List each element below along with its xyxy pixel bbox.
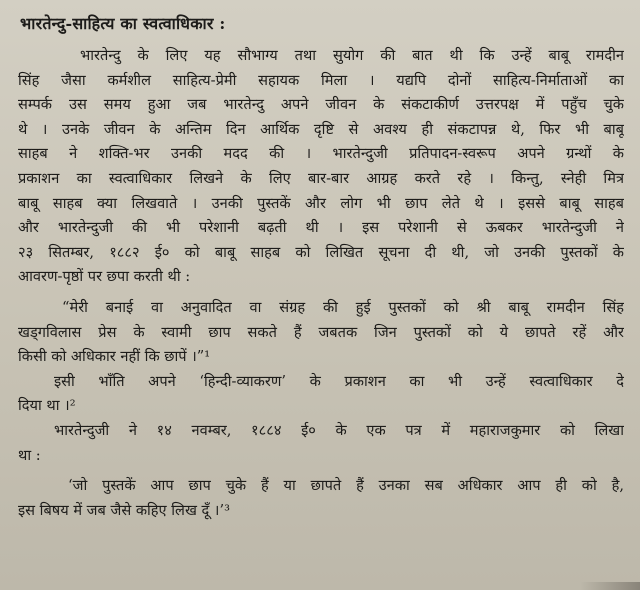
text-line: ‘जो पुस्तकें आप छाप चुके हैं या छापते हैं उनका सब अधिकार आप ही को है, [68, 477, 624, 495]
text-line: सम्पर्क उस समय हुआ जब भारतेन्दु अपने जीवन के संकटाकीर्ण उत्तरपक्ष में पहुँच चुके [18, 96, 624, 114]
text-line: साहब ने शक्ति-भर उनकी मदद की । भारतेन्दुजी प्रतिपादन-स्वरूप अपने ग्रन्थों के [18, 145, 624, 163]
text-line: भारतेन्दुजी ने १४ नवम्बर, १८८४ ई० के एक पत्र में महाराजकुमार को लिखा [54, 421, 624, 439]
text-line: बाबू साहब क्या लिखवाते । उनकी पुस्तकें और लोग भी छाप लेते थे । इससे बाबू साहब [18, 194, 624, 212]
text-line: २३ सितम्बर, १८८२ ई० को बाबू साहब को लिखित सूचना दी थी, जो उनकी पुस्तकों के [18, 243, 624, 261]
text-line: था : [18, 446, 41, 464]
text-line: सिंह जैसा कर्मशील साहित्य-प्रेमी सहायक मिला । यद्यपि दोनों साहित्य-निर्माताओं का [18, 71, 624, 89]
text-line: किसी को अधिकार नहीं कि छापें ।”¹ [18, 348, 211, 366]
text-line: और भारतेन्दुजी की भी परेशानी बढ़ती थी । इस परेशानी से ऊबकर भारतेन्दुजी ने [18, 219, 624, 237]
page-edge-shadow [580, 582, 640, 590]
text-line: थे । उनके जीवन के अन्तिम दिन आर्थिक दृष्टि से अवश्य ही संकटापन्न थे, फिर भी बाबू [18, 120, 624, 138]
text-line: “मेरी बनाई वा अनुवादित वा संग्रह की हुई पुस्तकों को श्री बाबू रामदीन सिंह [62, 298, 624, 316]
text-line: इसी भाँति अपने ‘हिन्दी-व्याकरण’ के प्रकाशन का भी उन्हें स्वत्वाधिकार दे [54, 372, 624, 390]
section-heading: भारतेन्दु-साहित्य का स्वत्वाधिकार : [20, 14, 226, 33]
text-line: खड्गविलास प्रेस के स्वामी छाप सकते हैं जबतक जिन पुस्तकों को ये छापते रहें और [18, 323, 624, 341]
body-text [18, 44, 626, 523]
text-line: आवरण-पृष्ठों पर छपा करती थी : [18, 268, 191, 286]
text-line: दिया था ।² [18, 397, 76, 415]
text-line: प्रकाशन का स्वत्वाधिकार लिखने के लिए बार-बार आग्रह करते रहे । किन्तु, स्नेही मित्र [18, 169, 624, 187]
text-line: भारतेन्दु के लिए यह सौभाग्य तथा सुयोग की बात थी कि उन्हें बाबू रामदीन [80, 47, 624, 64]
text-line: इस बिषय में जब जैसे कहिए लिख दूँ ।’³ [18, 501, 230, 519]
